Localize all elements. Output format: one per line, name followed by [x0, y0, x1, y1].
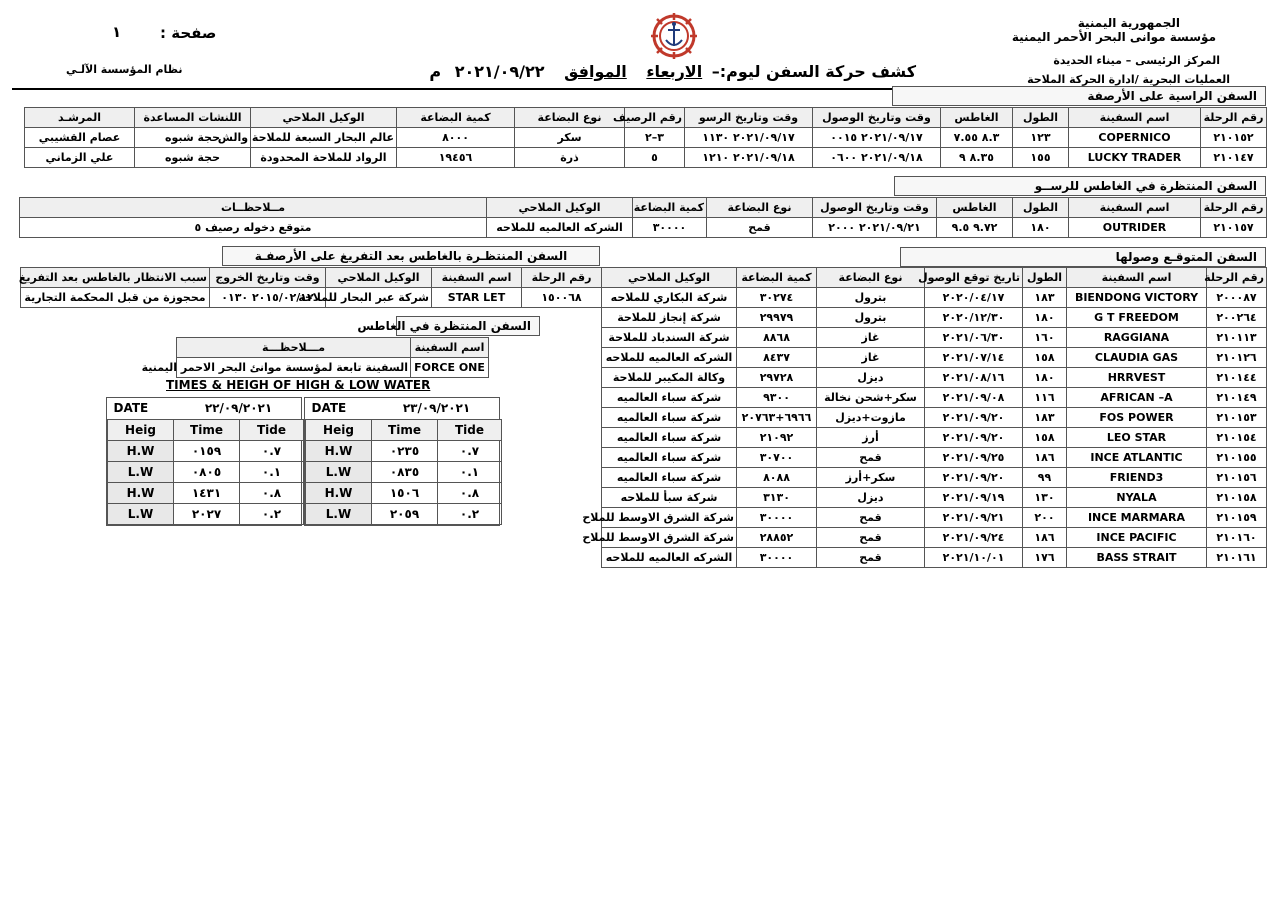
table-cell: ٢٩٩٧٩ — [737, 308, 817, 328]
table-cell: قمح — [817, 548, 925, 568]
column-header: كمية البضاعة — [397, 108, 515, 128]
tide-row — [306, 440, 502, 461]
table-cell: ٣٠٠٠٠ — [737, 508, 817, 528]
tide-cell: ٠.١ — [240, 461, 304, 482]
page-label: صفحة : — [160, 24, 217, 42]
table-cell: COPERNICO — [1069, 128, 1201, 148]
table-cell: ١٨٦ — [1023, 448, 1067, 468]
system-label: نظام المؤسسة الآلـي — [66, 63, 183, 76]
table-cell: ٥ — [625, 148, 685, 168]
report-day: الاربعاء — [646, 62, 703, 81]
table-row — [20, 218, 1267, 238]
expected-caption: السفن المتوقـع وصولها — [900, 247, 1266, 267]
report-corresponding: الموافق — [564, 62, 627, 81]
table-cell: STAR LET — [432, 288, 522, 308]
table-cell: ٢١٠١٥٧ — [1201, 218, 1267, 238]
table-cell: ٢١٠١٦١ — [1207, 548, 1267, 568]
column-header: Time — [372, 419, 438, 440]
tide-cell: ٠.٨ — [438, 482, 502, 503]
table-cell: ٢١٠١٥٨ — [1207, 488, 1267, 508]
column-header: رقم الرحلة — [1201, 198, 1267, 218]
report-title-line — [429, 62, 916, 86]
table-cell: السفينة تابعة لمؤسسة موانئ البحر الاحمر اليمنية — [177, 358, 411, 378]
table-row — [602, 328, 1267, 348]
table-cell: ٩.٧٢ ٩.٥ — [937, 218, 1013, 238]
report-date: ٢٠٢١/٠٩/٢٢ — [454, 62, 545, 81]
table-cell: ٢٠٠٠٨٧ — [1207, 288, 1267, 308]
table-cell: ١٥٥ — [1013, 148, 1069, 168]
tide-header-row — [108, 419, 304, 440]
table-cell: ٢٠٢١/٠٩/١٨ ٠٦٠٠ — [813, 148, 941, 168]
table-cell: قمح — [817, 508, 925, 528]
column-header: اللنشات المساعدة — [135, 108, 251, 128]
tide-row — [306, 461, 502, 482]
table-cell: ٢٠٢١/٠٩/٢٠ — [925, 468, 1023, 488]
table-cell: ٨.٣ ٧.٥٥ — [941, 128, 1013, 148]
tide-date-label: DATE — [311, 401, 347, 416]
table-cell: ١٨٠ — [1013, 218, 1069, 238]
table-cell: ٢١٠١١٣ — [1207, 328, 1267, 348]
column-header: رقم الرحلة — [1207, 268, 1267, 288]
table-cell: ٢٠٢١/٠٦/٣٠ — [925, 328, 1023, 348]
table-cell: ١٦٠ — [1023, 328, 1067, 348]
report-date-suffix: م — [429, 62, 442, 81]
table-cell: حجة شبوه — [135, 128, 251, 148]
table-row — [602, 368, 1267, 388]
table-cell: ٢١٠١٥٣ — [1207, 408, 1267, 428]
column-header: الغاطس — [941, 108, 1013, 128]
table-cell: محجوزة من قبل المحكمة التجارية — [21, 288, 210, 308]
tide-cell: ٠.١ — [438, 461, 502, 482]
column-header: Tide — [240, 419, 304, 440]
table-cell: ٢٠٢٠/٠٤/١٧ — [925, 288, 1023, 308]
table-cell: ٢١٠١٤٧ — [1201, 148, 1267, 168]
table-row — [602, 488, 1267, 508]
column-header: مــلاحظــات — [20, 198, 487, 218]
column-header: الوكيل الملاحي — [487, 198, 633, 218]
table-cell: قمح — [817, 448, 925, 468]
tide-row — [108, 482, 304, 503]
table-cell: ٢١٠٩٢ — [737, 428, 817, 448]
table-cell: ٢٠٢١/٠٩/٢٤ — [925, 528, 1023, 548]
table-cell: سكر — [515, 128, 625, 148]
table-row — [177, 358, 489, 378]
column-header: الوكيل الملاحي — [602, 268, 737, 288]
table-cell: BASS STRAIT — [1067, 548, 1207, 568]
column-header: مـــلاحظـــة — [177, 338, 411, 358]
table-cell: ٢٠١٥/٠٢/١٢ ٠١٣٠ — [210, 288, 326, 308]
tide-cell: ٠.٧ — [240, 440, 304, 461]
column-header: الوكيل الملاحي — [251, 108, 397, 128]
table-cell: ٦٩٦٦+٢٠٧٦٣ — [737, 408, 817, 428]
table-cell: ٨٠٠٠ — [397, 128, 515, 148]
table-cell: LEO STAR — [1067, 428, 1207, 448]
column-header: رقم الرحلة — [522, 268, 602, 288]
report-title: كشف حركة السفن ليوم:– — [711, 62, 916, 81]
table-cell: ١٥٨ — [1023, 428, 1067, 448]
tide-cell: ١٥٠٦ — [372, 482, 438, 503]
table-row — [602, 448, 1267, 468]
table-cell: NYALA — [1067, 488, 1207, 508]
tide-cell: L.W — [306, 461, 372, 482]
table-cell: ٢١٠١٤٤ — [1207, 368, 1267, 388]
table-cell: INCE ATLANTIC — [1067, 448, 1207, 468]
expected-table — [582, 267, 1267, 568]
table-cell: الرواد للملاحة المحدودة — [251, 148, 397, 168]
tide-cell: L.W — [108, 503, 174, 524]
column-header: تاريخ توقع الوصول — [925, 268, 1023, 288]
table-cell: الشركه العالميه للملاحه — [602, 548, 737, 568]
table-row — [602, 428, 1267, 448]
tide-cell: H.W — [306, 440, 372, 461]
table-cell: FORCE ONE — [411, 358, 489, 378]
table-cell: ١٨٦ — [1023, 528, 1067, 548]
table-cell: عالم البحار السبعة للملاحة والش — [251, 128, 397, 148]
table-cell: قمح — [707, 218, 813, 238]
table-cell: ٢٠٢١/٠٩/٠٨ — [925, 388, 1023, 408]
table-row — [602, 388, 1267, 408]
post-discharge-caption: السفن المنتظـرة بالغاطس بعد التفريغ على الأرصفـة — [222, 246, 600, 266]
table-cell: ٨٤٣٧ — [737, 348, 817, 368]
table-cell: شركة عبر البحار للملاحة — [326, 288, 432, 308]
tide-cell: L.W — [108, 461, 174, 482]
table-cell: ١٣٠ — [1023, 488, 1067, 508]
table-cell: ٨٠٨٨ — [737, 468, 817, 488]
table-cell: ٢٠٢١/٠٩/٢١ ٢٠٠٠ — [813, 218, 937, 238]
table-cell: ٢٠٢٠/١٢/٣٠ — [925, 308, 1023, 328]
table-cell: ٢١٠١٦٠ — [1207, 528, 1267, 548]
table-cell: ٣٠٠٠٠ — [633, 218, 707, 238]
anchorage-waiting-table — [19, 197, 1267, 238]
table-cell: شركة سبأ للملاحه — [602, 488, 737, 508]
table-row — [21, 288, 602, 308]
column-header: الطول — [1013, 198, 1069, 218]
table-cell: ١٨٣ — [1023, 408, 1067, 428]
table-cell: LUCKY TRADER — [1069, 148, 1201, 168]
table-cell: ١٨٠ — [1023, 308, 1067, 328]
tide-date-row — [108, 398, 304, 419]
tide-day-box — [304, 397, 500, 526]
table-cell: ٢٠٢١/٠٩/٢٠ — [925, 408, 1023, 428]
column-header: رقم الرصيف — [625, 108, 685, 128]
table-cell: RAGGIANA — [1067, 328, 1207, 348]
table-cell: بترول — [817, 288, 925, 308]
table-cell: ١٢٣ — [1013, 128, 1069, 148]
table-cell: ٢٠٢١/٠٩/١٩ — [925, 488, 1023, 508]
table-cell: شركة إنجاز للملاحة — [602, 308, 737, 328]
table-cell: سكر+شحن نخالة — [817, 388, 925, 408]
table-cell: شركة سباء العالميه — [602, 388, 737, 408]
column-header: نوع البضاعة — [817, 268, 925, 288]
column-header: Heig — [108, 419, 174, 440]
table-row — [602, 288, 1267, 308]
table-cell: ١١٦ — [1023, 388, 1067, 408]
table-cell: الشركه العالميه للملاحه — [487, 218, 633, 238]
table-cell: AFRICAN –A — [1067, 388, 1207, 408]
tide-cell: ٠.٨ — [240, 482, 304, 503]
tide-cell: ٠.٧ — [438, 440, 502, 461]
table-cell: ٢٠٢١/٠٩/١٧ ١١٣٠ — [685, 128, 813, 148]
table-cell: غاز — [817, 328, 925, 348]
table-cell: أرز — [817, 428, 925, 448]
table-cell: ٢١٠١٥٦ — [1207, 468, 1267, 488]
tide-row — [306, 482, 502, 503]
table-cell: متوقع دخوله رصيف ٥ — [20, 218, 487, 238]
table-row — [25, 148, 1267, 168]
post-discharge-header-row — [21, 268, 602, 288]
table-row — [602, 348, 1267, 368]
table-cell: ٢٠٢١/٠٩/١٨ ١٢١٠ — [685, 148, 813, 168]
tide-date-label: DATE — [113, 401, 149, 416]
table-cell: ٣٠٢٧٤ — [737, 288, 817, 308]
table-row — [602, 468, 1267, 488]
table-cell: ٣١٣٠ — [737, 488, 817, 508]
column-header: كمية البضاعة — [633, 198, 707, 218]
table-cell: ٢١٠١٥٢ — [1201, 128, 1267, 148]
table-cell: بترول — [817, 308, 925, 328]
tide-cell: ٠١٥٩ — [174, 440, 240, 461]
table-cell: شركة سباء العالميه — [602, 468, 737, 488]
center-title: المركز الرئيسى – ميناء الحديدة — [1053, 54, 1220, 67]
table-cell: ٢٩٧٢٨ — [737, 368, 817, 388]
table-cell: شركة سباء العالميه — [602, 428, 737, 448]
table-cell: سكر+أرز — [817, 468, 925, 488]
table-cell: شركة سباء العالميه — [602, 448, 737, 468]
table-cell: حجة شبوه — [135, 148, 251, 168]
tide-row — [108, 440, 304, 461]
tide-cell: H.W — [306, 482, 372, 503]
table-cell: ٢١٠١٥٤ — [1207, 428, 1267, 448]
table-cell: ٢٠٢١/٠٩/٢٥ — [925, 448, 1023, 468]
table-cell: ١٨٠ — [1023, 368, 1067, 388]
tide-cell: ٢٠٢٧ — [174, 503, 240, 524]
table-cell: INCE MARMARA — [1067, 508, 1207, 528]
tide-cell: ٢٠٥٩ — [372, 503, 438, 524]
tide-date-row — [306, 398, 502, 419]
tide-cell: H.W — [108, 440, 174, 461]
column-header: اسم السفينة — [1069, 108, 1201, 128]
tide-cell: ٠٨٣٥ — [372, 461, 438, 482]
table-cell: مازوت+ديزل — [817, 408, 925, 428]
column-header: رقم الرحلة — [1201, 108, 1267, 128]
tide-cell: ٠.٢ — [438, 503, 502, 524]
table-cell: ١٥٠٠٦٨ — [522, 288, 602, 308]
tide-cell: ٠.٢ — [240, 503, 304, 524]
table-cell: ٢٠٢١/٠٩/٢١ — [925, 508, 1023, 528]
table-cell: ٢٨٨٥٢ — [737, 528, 817, 548]
table-row — [602, 548, 1267, 568]
table-cell: ٢٠٢١/١٠/٠١ — [925, 548, 1023, 568]
column-header: اسم السفينة — [411, 338, 489, 358]
tide-table — [107, 398, 304, 525]
column-header: المرشـد — [25, 108, 135, 128]
table-cell: G T FREEDOM — [1067, 308, 1207, 328]
table-cell: الشركه العالميه للملاحه — [602, 348, 737, 368]
table-cell: شركة السندباد للملاحة — [602, 328, 737, 348]
tide-cell: ٠٢٣٥ — [372, 440, 438, 461]
column-header: Tide — [438, 419, 502, 440]
tide-row — [108, 461, 304, 482]
anchorage-other-caption: السفن المنتظرة في الغاطس — [396, 316, 540, 336]
table-cell: ٢١٠١٤٩ — [1207, 388, 1267, 408]
table-cell: ٢٠٠ — [1023, 508, 1067, 528]
table-row — [602, 508, 1267, 528]
table-cell: غاز — [817, 348, 925, 368]
column-header: الوكيل الملاحي — [326, 268, 432, 288]
table-cell: ٢٠٢١/٠٨/١٦ — [925, 368, 1023, 388]
column-header: Heig — [306, 419, 372, 440]
table-cell: ديزل — [817, 368, 925, 388]
table-cell: ٢١٠١٥٩ — [1207, 508, 1267, 528]
table-cell: ٢٠٠٢٦٤ — [1207, 308, 1267, 328]
table-cell: FOS POWER — [1067, 408, 1207, 428]
table-cell: ديزل — [817, 488, 925, 508]
column-header: نوع البضاعة — [707, 198, 813, 218]
tide-cell: ١٤٣١ — [174, 482, 240, 503]
table-cell: FRIEND3 — [1067, 468, 1207, 488]
table-row — [602, 528, 1267, 548]
column-header: وقت وتاريخ الرسو — [685, 108, 813, 128]
table-cell: ١٩٤٥٦ — [397, 148, 515, 168]
berthed-header-row — [25, 108, 1267, 128]
anchorage-waiting-caption: السفن المنتظرة في الغاطس للرســو — [894, 176, 1266, 196]
column-header: اسم السفينة — [432, 268, 522, 288]
column-header: الطول — [1023, 268, 1067, 288]
column-header: نوع البضاعة — [515, 108, 625, 128]
tide-row — [108, 503, 304, 524]
anchorage-other-header-row — [177, 338, 489, 358]
anchorage-other-table — [141, 337, 489, 378]
table-cell: INCE PACIFIC — [1067, 528, 1207, 548]
table-cell: OUTRIDER — [1069, 218, 1201, 238]
post-discharge-table — [20, 267, 602, 308]
table-cell: ٣٠٧٠٠ — [737, 448, 817, 468]
table-cell: ٣–٢ — [625, 128, 685, 148]
expected-header-row — [602, 268, 1267, 288]
page-number: ١ — [112, 23, 122, 41]
corporation-title: مؤسسة موانى البحر الأحمر اليمنية — [1011, 30, 1216, 44]
table-cell: علي الزماني — [25, 148, 135, 168]
table-cell: ٢٠٢١/٠٩/٢٠ — [925, 428, 1023, 448]
column-header: اسم السفينة — [1067, 268, 1207, 288]
table-cell: شركة البكاري للملاحه — [602, 288, 737, 308]
tide-cell: H.W — [108, 482, 174, 503]
tide-row — [306, 503, 502, 524]
anchorage-waiting-header-row — [20, 198, 1267, 218]
tide-date-value: ٢٣/٠٩/٢٠٢١ — [402, 401, 471, 416]
column-header: وقت وتاريخ الخروج — [210, 268, 326, 288]
table-row — [25, 128, 1267, 148]
tide-date-value: ٢٢/٠٩/٢٠٢١ — [204, 401, 273, 416]
berthed-table — [24, 107, 1267, 168]
column-header: وقت وتاريخ الوصول — [813, 108, 941, 128]
table-cell: ٢١٠١٥٥ — [1207, 448, 1267, 468]
table-cell: شركة الشرق الاوسط للملاح — [602, 508, 737, 528]
table-cell: وكالة المكيبر للملاحة — [602, 368, 737, 388]
port-logo — [650, 12, 698, 60]
tide-cell: L.W — [306, 503, 372, 524]
tide-header-row — [306, 419, 502, 440]
column-header: اسم السفينة — [1069, 198, 1201, 218]
table-cell: ٢١٠١٢٦ — [1207, 348, 1267, 368]
table-cell: ٢٠٢١/٠٧/١٤ — [925, 348, 1023, 368]
table-cell: ٨٨٦٨ — [737, 328, 817, 348]
column-header: Time — [174, 419, 240, 440]
table-cell: قمح — [817, 528, 925, 548]
tide-cell: ٠٨٠٥ — [174, 461, 240, 482]
republic-title: الجمهورية اليمنية — [1077, 16, 1180, 30]
table-cell: شركة سباء العالميه — [602, 408, 737, 428]
table-cell: ١٨٣ — [1023, 288, 1067, 308]
table-cell: ١٧٦ — [1023, 548, 1067, 568]
column-header: الغاطس — [937, 198, 1013, 218]
column-header: سبب الانتظار بالغاطس بعد التفريغ — [21, 268, 210, 288]
department-title: العمليات البحرية /ادارة الحركة الملاحة — [1027, 73, 1230, 86]
table-cell: ٢٠٢١/٠٩/١٧ ٠٠١٥ — [813, 128, 941, 148]
table-cell: ١٥٨ — [1023, 348, 1067, 368]
tide-day-box — [106, 397, 302, 526]
table-cell: ٩٣٠٠ — [737, 388, 817, 408]
table-cell: ٣٠٠٠٠ — [737, 548, 817, 568]
table-row — [602, 308, 1267, 328]
table-cell: CLAUDIA GAS — [1067, 348, 1207, 368]
table-cell: ٩٩ — [1023, 468, 1067, 488]
tide-table — [305, 398, 502, 525]
table-cell: عصام القشيبي — [25, 128, 135, 148]
berthed-caption: السفن الراسية على الأرصفة — [892, 86, 1266, 106]
table-cell: ٨.٣٥ ٩ — [941, 148, 1013, 168]
table-cell: BIENDONG VICTORY — [1067, 288, 1207, 308]
table-cell: ذرة — [515, 148, 625, 168]
tides-title: TIMES & HEIGH OF HIGH & LOW WATER — [166, 378, 431, 392]
table-row — [602, 408, 1267, 428]
anchor-wheel-icon — [650, 12, 698, 60]
table-cell: HRRVEST — [1067, 368, 1207, 388]
column-header: وقت وتاريخ الوصول — [813, 198, 937, 218]
column-header: كمية البضاعة — [737, 268, 817, 288]
table-cell: شركة الشرق الاوسط للملاح — [602, 528, 737, 548]
column-header: الطول — [1013, 108, 1069, 128]
